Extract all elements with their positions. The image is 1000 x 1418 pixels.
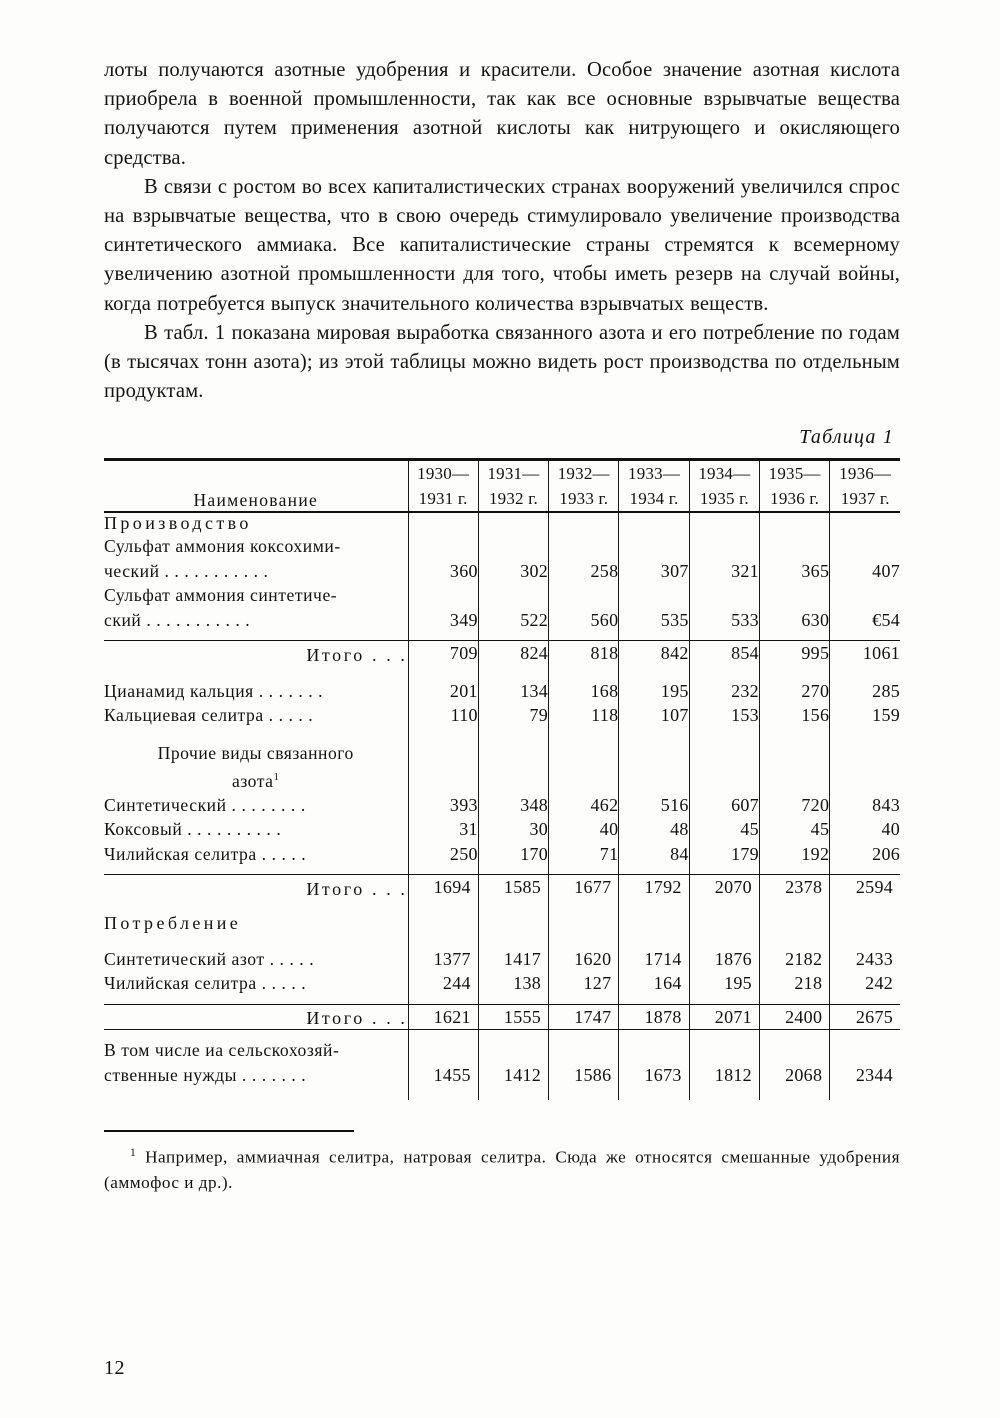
nitrogen-production-table (104, 458, 900, 1100)
spacer-cell (104, 728, 408, 741)
row-label-sulfate-coke-line1: Сульфат аммония коксохими- (104, 536, 341, 557)
cell-value: 2068 (759, 1063, 829, 1088)
cell-empty (830, 583, 900, 608)
cell-empty (689, 583, 759, 608)
cell-value: 1747 (549, 1004, 619, 1030)
page-content (104, 56, 900, 1195)
spacer-cell (408, 1030, 478, 1039)
spacer-cell (408, 512, 478, 534)
cell-value: 365 (759, 559, 829, 584)
cell-empty (759, 1038, 829, 1063)
spacer-row-bottom (104, 1087, 900, 1100)
cell-value: 321 (689, 559, 759, 584)
header-year-4-to: 1934 г. (629, 489, 679, 509)
cell-value: 84 (619, 842, 689, 867)
cell-value: 71 (549, 842, 619, 867)
spacer-cell (689, 728, 759, 741)
cell-value: 2182 (759, 947, 829, 972)
footnote (104, 1141, 900, 1195)
cell-empty (408, 741, 478, 793)
cell-value: 31 (408, 817, 478, 842)
subsection-heading-other-forms (104, 741, 408, 793)
row-label-synthetic-nitrogen: Синтетический азот . . . . . (104, 948, 315, 969)
paragraph-3: В табл. 1 показана мировая выработка связанного азота и его потребление по годам (в тысячах тонн азота); из этой таблицы можно видеть рост производства по отдельным продуктам. (104, 321, 900, 403)
header-year-4 (619, 460, 689, 513)
cell-empty (619, 534, 689, 559)
spacer-cell (759, 1087, 829, 1100)
spacer-cell (830, 512, 900, 534)
spacer-row (104, 934, 900, 947)
cell-empty (408, 534, 478, 559)
paragraph-1: лоты получаются азотные удобрения и красители. Особое значение азотная кислота приобрела в военной промышленности, так как все основные взрывчатые вещества получаются путем применения азотной кислоты как нитрующего и окисляющего средства. (104, 59, 900, 169)
cell-value: 134 (478, 679, 548, 704)
header-row (104, 460, 900, 513)
spacer-cell (104, 1087, 408, 1100)
cell-value: 348 (478, 793, 548, 818)
cell-value: 842 (619, 641, 689, 666)
spacer-row (104, 1030, 900, 1039)
cell-empty (478, 913, 548, 934)
spacer-cell (759, 728, 829, 741)
cell-empty (689, 913, 759, 934)
cell-empty (619, 1038, 689, 1063)
cell-empty (689, 1038, 759, 1063)
spacer-cell (104, 632, 408, 641)
subsection-heading-line2: азота (232, 770, 274, 791)
spacer-cell (478, 866, 548, 875)
subsection-row-other-forms (104, 741, 900, 793)
spacer-cell (830, 1030, 900, 1039)
cell-value: 462 (549, 793, 619, 818)
cell-value: 232 (689, 679, 759, 704)
spacer-row (104, 996, 900, 1005)
cell-value: 1377 (408, 947, 478, 972)
cell-value: 393 (408, 793, 478, 818)
cell-value: 720 (759, 793, 829, 818)
footnote-text: Например, аммиачная селитра, натровая селитра. Сюда же относятся смешанные удобрения (аммофос и др.). (104, 1148, 901, 1193)
header-label-column: Наименование (104, 460, 408, 513)
spacer-cell (830, 666, 900, 679)
cell-value: 2344 (830, 1063, 900, 1088)
footnote-mark: 1 (130, 1147, 137, 1160)
spacer-cell (408, 900, 478, 913)
spacer-cell (478, 1030, 548, 1039)
cell-empty (619, 583, 689, 608)
cell-value: 1878 (619, 1004, 689, 1030)
cell-value: 107 (619, 703, 689, 728)
header-year-7-to: 1937 г. (840, 489, 890, 509)
row-label-chilean-nitrate-consumption: Чилийская селитра . . . . . (104, 973, 307, 994)
cell-empty (478, 741, 548, 793)
cell-value: 195 (689, 971, 759, 996)
header-year-3-to: 1933 г. (559, 489, 609, 509)
header-year-7-from: 1936— (839, 464, 892, 484)
spacer-cell (830, 900, 900, 913)
spacer-cell (619, 632, 689, 641)
cell-value: 607 (689, 793, 759, 818)
table-row (104, 559, 900, 584)
spacer-row (104, 866, 900, 875)
cell-value: 1585 (478, 875, 548, 900)
spacer-cell (478, 666, 548, 679)
spacer-cell (830, 1087, 900, 1100)
cell-value: 2070 (689, 875, 759, 900)
row-label-synthetic: Синтетический . . . . . . . . (104, 794, 306, 815)
cell-value: 349 (408, 608, 478, 633)
table-row (104, 1038, 900, 1063)
cell-value: 270 (759, 679, 829, 704)
spacer-cell (759, 512, 829, 534)
cell-value: 159 (830, 703, 900, 728)
footnote-reference-mark: 1 (273, 770, 280, 783)
cell-empty (830, 534, 900, 559)
spacer-cell (549, 866, 619, 875)
cell-value: 1677 (549, 875, 619, 900)
paragraph-2: В связи с ростом во всех капиталистических странах вооружений увеличился спрос на взрывчатые вещества, что в свою очередь стимулировало увеличение производства синтетического аммиака. Все капиталистические страны стремятся к всемерному увеличению азотной промышленности для того, чтобы иметь резерв на случай войны, когда потребуется выпуск значительного количества взрывчатых веществ. (104, 175, 900, 315)
cell-value: 1792 (619, 875, 689, 900)
table-body (104, 512, 900, 1100)
cell-value: 195 (619, 679, 689, 704)
spacer-cell (104, 900, 408, 913)
header-year-2-from: 1931— (487, 464, 540, 484)
row-label-chilean-nitrate: Чилийская селитра . . . . . (104, 843, 307, 864)
cell-empty (830, 913, 900, 934)
spacer-cell (478, 512, 548, 534)
cell-value: 2378 (759, 875, 829, 900)
table-row (104, 583, 900, 608)
cell-value: 206 (830, 842, 900, 867)
spacer-cell (549, 900, 619, 913)
spacer-cell (830, 728, 900, 741)
spacer-cell (478, 900, 548, 913)
cell-value: 242 (830, 971, 900, 996)
spacer-cell (408, 728, 478, 741)
cell-value: 201 (408, 679, 478, 704)
row-label-coke-oven: Коксовый . . . . . . . . . . (104, 819, 282, 840)
spacer-cell (549, 728, 619, 741)
header-year-3 (549, 460, 619, 513)
cell-value: 2071 (689, 1004, 759, 1030)
cell-value: 179 (689, 842, 759, 867)
cell-value: 79 (478, 703, 548, 728)
cell-value: 164 (619, 971, 689, 996)
cell-value: 156 (759, 703, 829, 728)
cell-value: 2675 (830, 1004, 900, 1030)
cell-value: 2594 (830, 875, 900, 900)
spacer-cell (104, 866, 408, 875)
table-row (104, 842, 900, 867)
spacer-cell (478, 996, 548, 1005)
cell-value: 1694 (408, 875, 478, 900)
cell-value: 2400 (759, 1004, 829, 1030)
cell-value: 285 (830, 679, 900, 704)
spacer-cell (689, 512, 759, 534)
cell-value: 30 (478, 817, 548, 842)
cell-value: 854 (689, 641, 759, 666)
spacer-cell (689, 996, 759, 1005)
spacer-cell (689, 1030, 759, 1039)
spacer-cell (478, 728, 548, 741)
spacer-cell (478, 632, 548, 641)
spacer-cell (408, 666, 478, 679)
spacer-cell (104, 996, 408, 1005)
spacer-cell (759, 900, 829, 913)
cell-value: 2433 (830, 947, 900, 972)
spacer-cell (830, 996, 900, 1005)
cell-value: 168 (549, 679, 619, 704)
spacer-cell (619, 728, 689, 741)
spacer-cell (408, 866, 478, 875)
header-year-2-to: 1932 г. (488, 489, 538, 509)
spacer-cell (759, 632, 829, 641)
page-number: 12 (104, 1357, 125, 1379)
cell-value: 1812 (689, 1063, 759, 1088)
cell-empty (549, 913, 619, 934)
spacer-row (104, 900, 900, 913)
spacer-cell (759, 866, 829, 875)
spacer-cell (619, 996, 689, 1005)
cell-empty (408, 583, 478, 608)
header-year-4-from: 1933— (628, 464, 681, 484)
spacer-cell (478, 1087, 548, 1100)
spacer-cell (549, 632, 619, 641)
spacer-cell (549, 512, 619, 534)
cell-value: 45 (759, 817, 829, 842)
cell-value: 127 (549, 971, 619, 996)
cell-value: 824 (478, 641, 548, 666)
spacer-cell (689, 1087, 759, 1100)
spacer-cell (619, 512, 689, 534)
cell-value: 192 (759, 842, 829, 867)
cell-value: 560 (549, 608, 619, 633)
header-year-5-to: 1935 г. (699, 489, 749, 509)
spacer-cell (619, 666, 689, 679)
cell-value: 48 (619, 817, 689, 842)
header-year-1-to: 1931 г. (418, 489, 468, 509)
cell-value: 1455 (408, 1063, 478, 1088)
cell-value: 1061 (830, 641, 900, 666)
spacer-cell (549, 996, 619, 1005)
cell-value: 995 (759, 641, 829, 666)
spacer-cell (689, 632, 759, 641)
cell-value: €54 (830, 608, 900, 633)
spacer-cell (549, 666, 619, 679)
spacer-cell (830, 934, 900, 947)
spacer-cell (619, 866, 689, 875)
spacer-cell (408, 934, 478, 947)
row-label-total-1: Итого . . . (104, 641, 408, 666)
spacer-cell (759, 934, 829, 947)
cell-empty (478, 1038, 548, 1063)
cell-value: 1621 (408, 1004, 478, 1030)
cell-value: 45 (689, 817, 759, 842)
table-row (104, 971, 900, 996)
cell-empty (549, 534, 619, 559)
cell-value: 1586 (549, 1063, 619, 1088)
cell-value: 533 (689, 608, 759, 633)
cell-value: 250 (408, 842, 478, 867)
table-row (104, 703, 900, 728)
cell-value: 1673 (619, 1063, 689, 1088)
section-row-production (104, 512, 900, 534)
spacer-cell (478, 934, 548, 947)
cell-empty (759, 741, 829, 793)
row-label-total-3: Итого . . . (104, 1004, 408, 1030)
spacer-cell (759, 996, 829, 1005)
cell-value: 244 (408, 971, 478, 996)
cell-value: 1620 (549, 947, 619, 972)
cell-value: 40 (830, 817, 900, 842)
table-row-total-2 (104, 875, 900, 900)
cell-value: 302 (478, 559, 548, 584)
row-label-agricultural-line2: ственные нужды . . . . . . . (104, 1064, 307, 1085)
subsection-heading-line1: Прочие виды связанного (157, 742, 354, 763)
cell-value: 516 (619, 793, 689, 818)
cell-value: 818 (549, 641, 619, 666)
table-row (104, 679, 900, 704)
cell-empty (830, 741, 900, 793)
table-head (104, 460, 900, 513)
header-year-2 (478, 460, 548, 513)
cell-empty (549, 1038, 619, 1063)
table-wrapper (104, 458, 900, 1100)
cell-empty (759, 583, 829, 608)
cell-value: 709 (408, 641, 478, 666)
cell-value: 40 (549, 817, 619, 842)
spacer-cell (830, 632, 900, 641)
table-row-total-1 (104, 641, 900, 666)
section-heading-production: Производство (104, 512, 408, 534)
cell-empty (478, 583, 548, 608)
header-year-6-to: 1936 г. (770, 489, 820, 509)
row-label-sulfate-coke-line2: ческий . . . . . . . . . . . (104, 560, 269, 581)
spacer-cell (689, 866, 759, 875)
section-row-consumption (104, 913, 900, 934)
cell-empty (619, 913, 689, 934)
spacer-cell (619, 1087, 689, 1100)
cell-empty (619, 741, 689, 793)
cell-value: 630 (759, 608, 829, 633)
spacer-cell (619, 934, 689, 947)
cell-empty (830, 1038, 900, 1063)
header-year-5 (689, 460, 759, 513)
cell-empty (689, 741, 759, 793)
spacer-cell (689, 666, 759, 679)
spacer-cell (408, 632, 478, 641)
cell-value: 1412 (478, 1063, 548, 1088)
header-year-1-from: 1930— (417, 464, 470, 484)
table-row (104, 608, 900, 633)
cell-empty (759, 913, 829, 934)
cell-empty (478, 534, 548, 559)
table-caption: Таблица 1 (799, 426, 894, 449)
cell-empty (549, 583, 619, 608)
spacer-cell (549, 1030, 619, 1039)
cell-value: 522 (478, 608, 548, 633)
cell-value: 258 (549, 559, 619, 584)
table-row (104, 1063, 900, 1088)
table-row (104, 534, 900, 559)
footnote-separator-rule (104, 1130, 354, 1132)
header-year-5-from: 1934— (698, 464, 751, 484)
spacer-cell (104, 666, 408, 679)
cell-value: 1714 (619, 947, 689, 972)
spacer-cell (408, 1087, 478, 1100)
cell-value: 170 (478, 842, 548, 867)
spacer-cell (689, 900, 759, 913)
table-row (104, 817, 900, 842)
spacer-cell (104, 934, 408, 947)
table-row-total-3 (104, 1004, 900, 1030)
spacer-cell (408, 996, 478, 1005)
spacer-cell (759, 1030, 829, 1039)
cell-empty (549, 741, 619, 793)
cell-value: 535 (619, 608, 689, 633)
spacer-cell (549, 934, 619, 947)
spacer-cell (830, 866, 900, 875)
section-heading-consumption: Потребление (104, 912, 242, 933)
cell-value: 1555 (478, 1004, 548, 1030)
spacer-cell (549, 1087, 619, 1100)
cell-value: 843 (830, 793, 900, 818)
cell-value: 153 (689, 703, 759, 728)
cell-value: 307 (619, 559, 689, 584)
row-label-calcium-nitrate: Кальциевая селитра . . . . . (104, 705, 314, 726)
cell-value: 1876 (689, 947, 759, 972)
cell-empty (759, 534, 829, 559)
spacer-cell (619, 900, 689, 913)
cell-empty (689, 534, 759, 559)
cell-value: 218 (759, 971, 829, 996)
cell-value: 1417 (478, 947, 548, 972)
row-label-agricultural-line1: В том числе иа сельскохозяй- (104, 1040, 340, 1061)
table-row (104, 947, 900, 972)
header-year-3-from: 1932— (557, 464, 610, 484)
spacer-cell (759, 666, 829, 679)
cell-empty (408, 1038, 478, 1063)
header-year-1 (408, 460, 478, 513)
spacer-row (104, 728, 900, 741)
header-year-6-from: 1935— (768, 464, 821, 484)
cell-value: 407 (830, 559, 900, 584)
table-row (104, 793, 900, 818)
cell-value: 110 (408, 703, 478, 728)
header-year-6 (759, 460, 829, 513)
header-year-7 (830, 460, 900, 513)
spacer-cell (619, 1030, 689, 1039)
row-label-sulfate-synth-line1: Сульфат аммония синтетиче- (104, 585, 338, 606)
cell-value: 360 (408, 559, 478, 584)
spacer-cell (689, 934, 759, 947)
cell-value: 118 (549, 703, 619, 728)
spacer-cell (104, 1030, 408, 1039)
spacer-row (104, 666, 900, 679)
row-label-total-2: Итого . . . (104, 875, 408, 900)
spacer-row (104, 632, 900, 641)
cell-value: 138 (478, 971, 548, 996)
cell-empty (408, 913, 478, 934)
row-label-sulfate-synth-line2: ский . . . . . . . . . . . (104, 609, 251, 630)
row-label-calcium-cyanamide: Цианамид кальция . . . . . . . (104, 680, 324, 701)
